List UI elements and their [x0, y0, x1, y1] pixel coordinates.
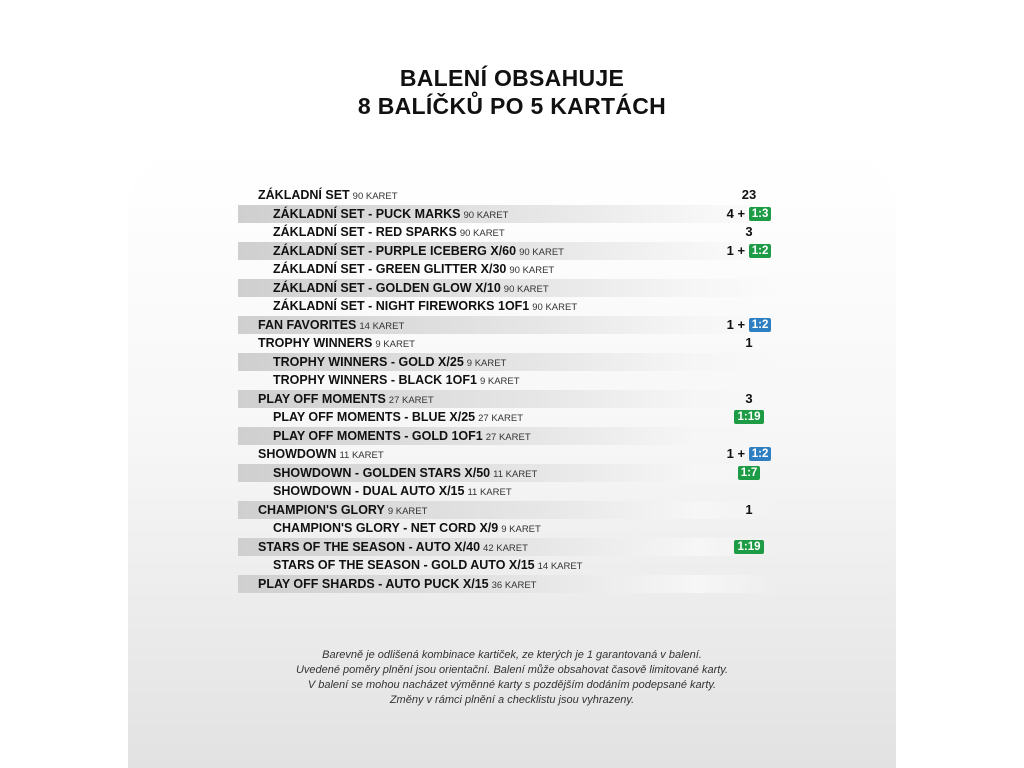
row-value — [719, 408, 779, 427]
card-count: 27 KARET — [485, 431, 531, 443]
row-name: SHOWDOWN - GOLDEN STARS X/50 11 KARET — [273, 465, 538, 480]
row-value — [719, 464, 779, 483]
row-name: TROPHY WINNERS 9 KARET — [258, 336, 415, 350]
row-value: 4 + 1:3 — [719, 205, 779, 224]
card-count: 42 KARET — [483, 542, 528, 554]
footnote-line-2: Uvedené poměry plnění jsou orientační. Balení může obsahovat časově limitované karty. — [295, 664, 729, 676]
table-row — [238, 408, 779, 427]
table-row — [238, 297, 779, 316]
card-count: 36 KARET — [491, 579, 537, 591]
table-row — [238, 279, 779, 298]
card-count: 90 KARET — [459, 228, 505, 239]
table-row — [238, 556, 779, 575]
row-name: PLAY OFF MOMENTS - GOLD 1OF1 27 KARET — [273, 428, 531, 443]
card-count: 9 KARET — [375, 339, 415, 350]
card-count: 90 KARET — [509, 265, 555, 276]
card-count: 90 KARET — [352, 191, 398, 202]
odds-badge: 1:3 — [749, 207, 772, 221]
row-name: ZÁKLADNÍ SET - NIGHT FIREWORKS 1OF1 90 KARET — [273, 299, 578, 313]
table-row — [238, 205, 779, 224]
row-name: ZÁKLADNÍ SET 90 KARET — [258, 188, 398, 202]
footnote-line-4: Změny v rámci plnění a checklistu jsou vyhrazeny. — [389, 694, 635, 706]
row-value: 3 — [745, 224, 753, 239]
card-count: 9 KARET — [501, 524, 541, 535]
row-name: ZÁKLADNÍ SET - GOLDEN GLOW X/10 90 KARET — [273, 280, 549, 295]
table-row — [238, 353, 779, 372]
row-value: 1 + 1:2 — [719, 316, 779, 335]
table-row — [238, 223, 779, 242]
row-name: ZÁKLADNÍ SET - RED SPARKS 90 KARET — [273, 225, 505, 239]
odds-badge: 1:2 — [749, 447, 772, 461]
table-row — [238, 464, 779, 483]
table-row — [238, 538, 779, 557]
row-name: PLAY OFF SHARDS - AUTO PUCK X/15 36 KARET — [258, 576, 537, 591]
row-name: SHOWDOWN - DUAL AUTO X/15 11 KARET — [273, 484, 512, 498]
odds-badge: 1:7 — [738, 466, 761, 480]
row-name: PLAY OFF MOMENTS 27 KARET — [258, 391, 434, 406]
table-row — [238, 334, 779, 353]
footnote-line-3: V balení se mohou nacházet výměnné karty s pozdějším dodáním podepsané karty. — [307, 679, 717, 691]
row-name: STARS OF THE SEASON - AUTO X/40 42 KARET — [258, 539, 528, 554]
row-name: SHOWDOWN 11 KARET — [258, 447, 384, 461]
card-count: 90 KARET — [503, 283, 549, 295]
row-name: ZÁKLADNÍ SET - PUCK MARKS 90 KARET — [273, 206, 509, 221]
odds-badge: 1:2 — [749, 244, 772, 258]
table-row — [238, 427, 779, 446]
card-count: 90 KARET — [532, 302, 578, 313]
card-count: 9 KARET — [466, 357, 507, 369]
page-title — [0, 64, 1024, 120]
table-row — [238, 390, 779, 409]
row-value: 1 + 1:2 — [719, 445, 779, 464]
card-count: 27 KARET — [388, 394, 434, 406]
footnote — [0, 648, 1024, 708]
table-row — [238, 242, 779, 261]
card-count: 9 KARET — [387, 505, 428, 517]
card-count: 11 KARET — [339, 450, 384, 461]
row-value — [719, 538, 779, 557]
card-count: 90 KARET — [463, 209, 509, 221]
row-name: FAN FAVORITES 14 KARET — [258, 317, 405, 332]
row-value: 23 — [741, 187, 757, 202]
row-name: CHAMPION'S GLORY 9 KARET — [258, 502, 428, 517]
table-row — [238, 260, 779, 279]
odds-badge: 1:19 — [734, 410, 763, 424]
card-count: 11 KARET — [493, 468, 538, 480]
table-row — [238, 482, 779, 501]
table-row — [238, 316, 779, 335]
row-name: STARS OF THE SEASON - GOLD AUTO X/15 14 KARET — [273, 558, 583, 572]
row-name: CHAMPION'S GLORY - NET CORD X/9 9 KARET — [273, 521, 541, 535]
odds-badge: 1:2 — [749, 318, 772, 332]
row-name: ZÁKLADNÍ SET - GREEN GLITTER X/30 90 KARET — [273, 262, 555, 276]
table-row — [238, 186, 779, 205]
card-count: 14 KARET — [537, 561, 583, 572]
row-value: 1 + 1:2 — [719, 242, 779, 261]
table-row — [238, 445, 779, 464]
row-value: 3 — [745, 390, 753, 406]
odds-badge: 1:19 — [734, 540, 763, 554]
footnote-line-1: Barevně je odlišená kombinace kartiček, ze kterých je 1 garantovaná v balení. — [322, 649, 702, 661]
row-name: TROPHY WINNERS - BLACK 1OF1 9 KARET — [273, 373, 520, 387]
card-count: 27 KARET — [478, 413, 524, 424]
table-row — [238, 575, 779, 594]
card-count: 90 KARET — [519, 246, 564, 258]
row-name: ZÁKLADNÍ SET - PURPLE ICEBERG X/60 90 KARET — [273, 243, 564, 258]
contents-table — [238, 186, 779, 593]
table-row — [238, 501, 779, 520]
card-count: 11 KARET — [467, 487, 512, 498]
row-value: 1 — [745, 501, 753, 517]
card-count: 9 KARET — [479, 376, 520, 387]
row-name: PLAY OFF MOMENTS - BLUE X/25 27 KARET — [273, 410, 524, 424]
card-count: 14 KARET — [359, 320, 405, 332]
row-value: 1 — [745, 335, 753, 350]
title-line-2: 8 BALÍČKŮ PO 5 KARTÁCH — [357, 93, 667, 119]
title-line-1: BALENÍ OBSAHUJE — [399, 65, 625, 91]
table-row — [238, 371, 779, 390]
table-row — [238, 519, 779, 538]
row-name: TROPHY WINNERS - GOLD X/25 9 KARET — [273, 354, 507, 369]
